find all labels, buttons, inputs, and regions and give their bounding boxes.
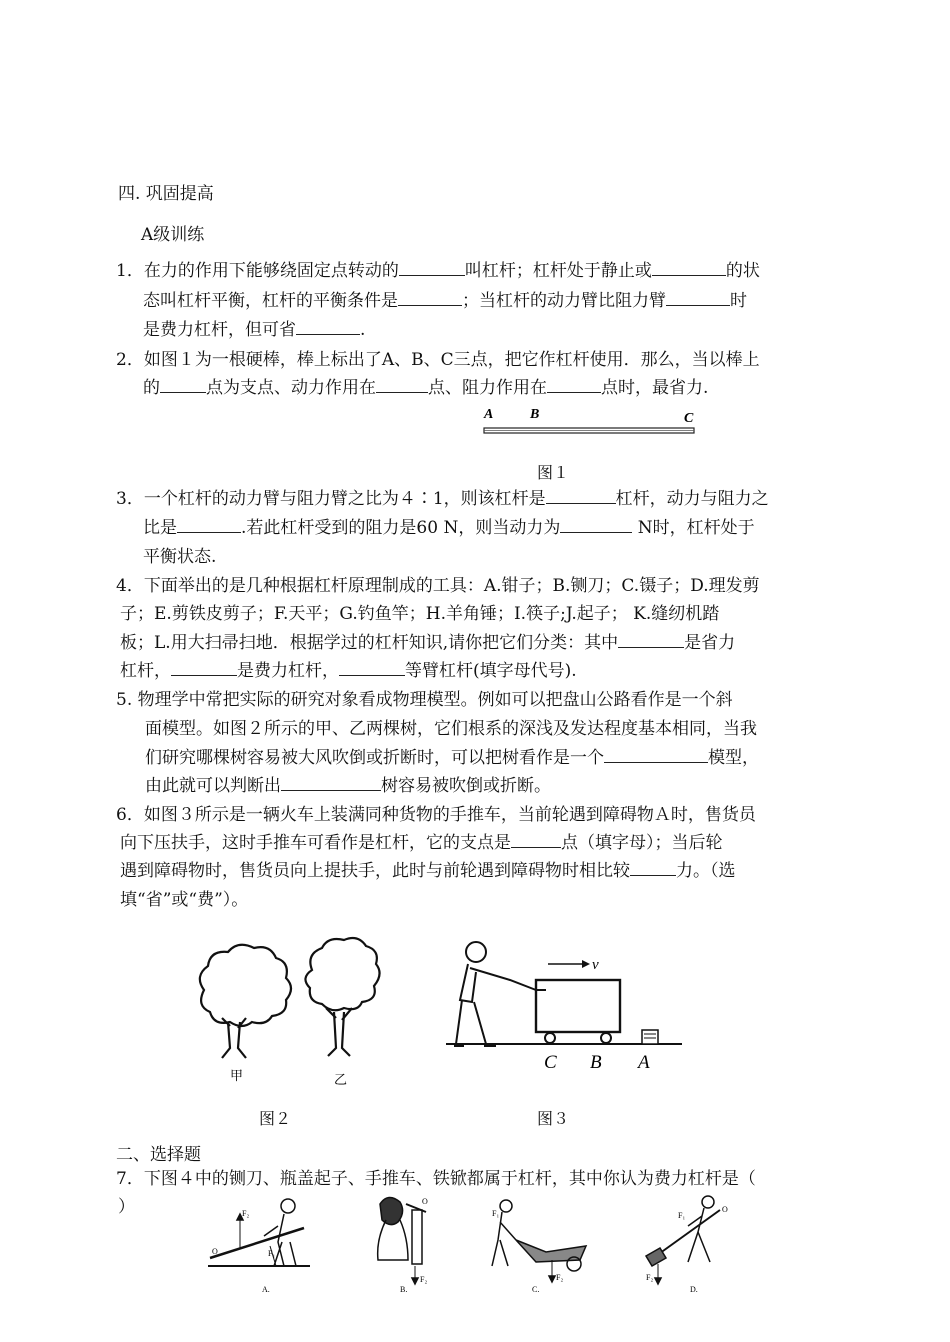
figure-2-caption: 图２ bbox=[259, 1109, 292, 1128]
q1-text: ；当杠杆的动力臂比阻力臂 bbox=[462, 291, 666, 311]
answer-blank[interactable] bbox=[171, 659, 237, 676]
q6-text: 向下压扶手，这时手推车可看作是杠杆，它的支点是 bbox=[120, 833, 511, 853]
answer-blank[interactable] bbox=[604, 746, 708, 763]
section-2-title: 二、选择题 bbox=[116, 1145, 201, 1165]
tree-2-label: 乙 bbox=[334, 1072, 348, 1087]
option-b-label: B. bbox=[400, 1285, 408, 1294]
section-title: 四. 巩固提高 bbox=[118, 184, 214, 204]
q2-text: 点为支点、动力作用在 bbox=[206, 378, 376, 398]
tree-1-label: 甲 bbox=[230, 1068, 244, 1083]
point-c-label: C bbox=[544, 1052, 557, 1073]
q4-text: 等臂杠杆(填字母代号). bbox=[405, 661, 577, 681]
obstacle-a bbox=[642, 1030, 658, 1044]
q2-text: 的 bbox=[143, 378, 160, 398]
q4-text: 板；L.用大扫帚扫地．根据学过的杠杆知识,请你把它们分类：其中 bbox=[120, 633, 619, 653]
figure-2-trees bbox=[180, 930, 400, 1090]
q7-text: 7．下图４中的铡刀、瓶盖起子、手推车、铁锨都属于杠杆，其中你认为费力杠杆是（ bbox=[116, 1169, 756, 1189]
q6-text: 力。（选 bbox=[676, 861, 736, 881]
q1-text: 1．在力的作用下能够绕固定点转动的 bbox=[116, 261, 399, 281]
answer-blank[interactable] bbox=[560, 516, 632, 533]
q2-text: 2．如图１为一根硬棒，棒上标出了A、B、C三点，把它作杠杆使用．那么，当以棒上 bbox=[116, 350, 760, 370]
point-a-label: A bbox=[484, 407, 494, 422]
force-f2-label: F₂ bbox=[242, 1209, 250, 1218]
q1-text: 态叫杠杆平衡，杠杆的平衡条件是 bbox=[143, 291, 398, 311]
sub-title: A级训练 bbox=[141, 225, 205, 245]
force-f1-label: F₁ bbox=[678, 1211, 686, 1220]
q4-text: 子；E.剪铁皮剪子；F.天平；G.钓鱼竿；H.羊角锤；I.筷子;J.起子； K.缝纫机踏 bbox=[120, 604, 720, 624]
velocity-label: v bbox=[592, 957, 599, 973]
tree-jia bbox=[200, 945, 291, 1058]
force-f2-label: F₂ bbox=[646, 1273, 654, 1282]
point-b-label: B bbox=[530, 407, 540, 422]
q1-text: 的状 bbox=[725, 261, 760, 281]
q1-text: 叫杠杆；杠杆处于静止或 bbox=[464, 261, 652, 281]
option-c-label: C. bbox=[532, 1285, 540, 1294]
figure-1-rod bbox=[478, 404, 708, 444]
answer-blank[interactable] bbox=[652, 259, 726, 276]
q3-text: 比是 bbox=[143, 518, 177, 538]
answer-blank[interactable] bbox=[177, 516, 241, 533]
q6-text: 填“省”或“费”）。 bbox=[120, 890, 249, 910]
answer-blank[interactable] bbox=[376, 376, 428, 393]
fulcrum-label: O bbox=[722, 1205, 728, 1214]
answer-blank[interactable] bbox=[339, 659, 405, 676]
q5-text: 树容易被吹倒或折断。 bbox=[381, 776, 551, 796]
lever-b-opener bbox=[378, 1197, 426, 1284]
answer-blank[interactable] bbox=[296, 318, 360, 335]
salesperson bbox=[454, 942, 536, 1046]
figure-3-cart bbox=[446, 934, 686, 1074]
q3-text: .若此杠杆受到的阻力是60 N，则当动力为 bbox=[241, 518, 561, 538]
force-f2-label: F₂ bbox=[556, 1273, 564, 1282]
q4-text: 是费力杠杆， bbox=[237, 661, 339, 681]
answer-blank[interactable] bbox=[618, 631, 684, 648]
q5-text: 由此就可以判断出 bbox=[145, 776, 281, 796]
figure-3-caption: 图３ bbox=[537, 1109, 570, 1128]
q6-text: 点（填字母）；当后轮 bbox=[561, 833, 723, 853]
cart-body bbox=[536, 980, 620, 1032]
figure-1-caption: 图１ bbox=[537, 463, 570, 482]
q5-text: 面模型。如图２所示的甲、乙两棵树，它们根系的深浅及发达程度基本相同，当我 bbox=[145, 719, 757, 739]
answer-blank[interactable] bbox=[547, 376, 601, 393]
q3-text: 3．一个杠杆的动力臂与阻力臂之比为４∶1，则该杠杆是 bbox=[116, 489, 546, 509]
q1-text: . bbox=[360, 320, 366, 340]
force-f1-label: F₁ bbox=[268, 1249, 276, 1258]
q5-text: 们研究哪棵树容易被大风吹倒或折断时，可以把树看作是一个 bbox=[145, 748, 604, 768]
answer-blank[interactable] bbox=[160, 376, 206, 393]
q7-text: ） bbox=[118, 1197, 135, 1217]
q2-text: 点时，最省力. bbox=[601, 378, 709, 398]
fulcrum-label: O bbox=[212, 1247, 218, 1256]
force-f1-label: F₁ bbox=[492, 1209, 500, 1218]
figure-4-levers bbox=[200, 1190, 760, 1302]
q1-text: 时 bbox=[730, 291, 747, 311]
force-f2-label: F₂ bbox=[420, 1275, 428, 1284]
q3-text: N时，杠杆处于 bbox=[632, 518, 755, 538]
answer-blank[interactable] bbox=[546, 487, 616, 504]
lever-c-wheelbarrow bbox=[492, 1200, 586, 1282]
answer-blank[interactable] bbox=[281, 774, 381, 791]
q4-text: 是省力 bbox=[684, 633, 736, 653]
point-b-label: B bbox=[590, 1052, 602, 1073]
answer-blank[interactable] bbox=[666, 289, 730, 306]
lever-d-shovel bbox=[646, 1196, 720, 1284]
lever-a-cutter bbox=[208, 1199, 310, 1266]
q1-text: 是费力杠杆，但可省 bbox=[143, 320, 296, 340]
point-a-label: A bbox=[638, 1052, 650, 1073]
option-a-label: A. bbox=[262, 1285, 270, 1294]
fulcrum-label: O bbox=[422, 1197, 428, 1206]
answer-blank[interactable] bbox=[399, 259, 465, 276]
answer-blank[interactable] bbox=[511, 831, 561, 848]
q3-text: 平衡状态. bbox=[143, 547, 217, 567]
option-d-label: D. bbox=[690, 1285, 698, 1294]
answer-blank[interactable] bbox=[398, 289, 462, 306]
point-c-label: C bbox=[684, 411, 694, 426]
rear-wheel bbox=[545, 1033, 555, 1043]
front-wheel bbox=[601, 1033, 611, 1043]
q3-text: 杠杆，动力与阻力之 bbox=[615, 489, 769, 509]
q6-text: 遇到障碍物时，售货员向上提扶手，此时与前轮遇到障碍物时相比较 bbox=[120, 861, 630, 881]
answer-blank[interactable] bbox=[630, 859, 676, 876]
q4-text: 4．下面举出的是几种根据杠杆原理制成的工具：A.钳子；B.铡刀；C.镊子；D.理发剪 bbox=[116, 576, 760, 596]
q4-text: 杠杆， bbox=[120, 661, 171, 681]
q2-text: 点、阻力作用在 bbox=[428, 378, 547, 398]
tree-yi bbox=[305, 938, 379, 1056]
q5-text: 模型， bbox=[708, 748, 759, 768]
q6-text: 6．如图３所示是一辆火车上装满同种货物的手推车，当前轮遇到障碍物Ａ时，售货员 bbox=[116, 805, 756, 825]
q5-text: 5. 物理学中常把实际的研究对象看成物理模型。例如可以把盘山公路看作是一个斜 bbox=[116, 690, 733, 710]
